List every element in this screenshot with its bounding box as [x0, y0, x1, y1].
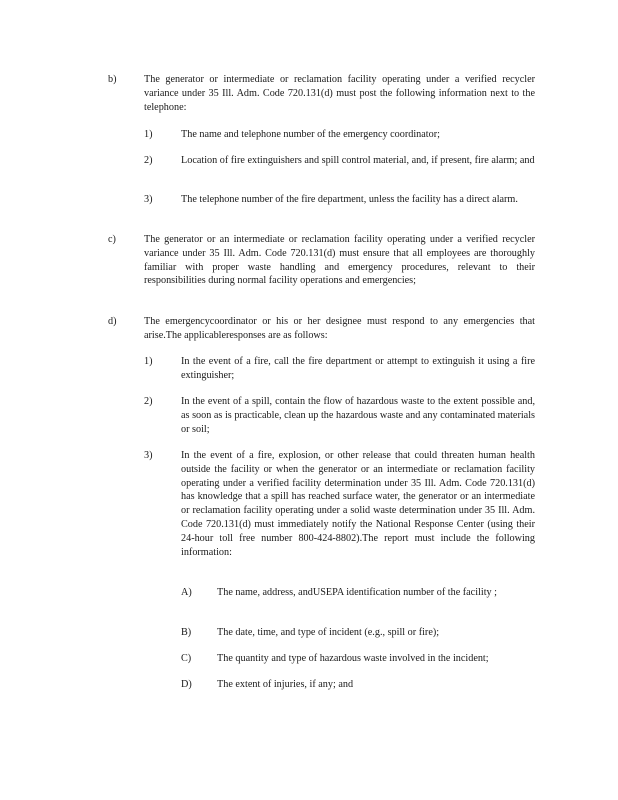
subitem-text: The name and telephone number of the emergency coordinator; — [181, 129, 440, 140]
item-text: The generator or an intermediate or reclamation facility operating under a verified recycler variance under 35 Ill. Adm. Code 720.131(d) must ensure that all employees are thoroughly familiar with proper waste handling and emergency procedures, relevant to their responsibilities during normal facility operations and emergencies; — [144, 234, 535, 287]
subitem-label: 2) — [144, 396, 153, 407]
subsubitem-label: D) — [181, 679, 192, 690]
subsubitem-label: B) — [181, 627, 192, 638]
subitem-label: 1) — [144, 129, 153, 140]
subitem-label: 3) — [144, 450, 153, 461]
item-text: The emergencycoordinator or his or her designee must respond to any emergencies that arise.The applicableresponses are as follows: — [144, 316, 535, 341]
subsubitem-text: The name, address, andUSEPA identification number of the facility ; — [217, 587, 497, 598]
subsubitem-text: The extent of injuries, if any; and — [217, 679, 354, 690]
subitem-text: Location of fire extinguishers and spill control material, and, if present, fire alarm; and — [181, 155, 535, 166]
subsubitem-label: A) — [181, 587, 192, 598]
subsubitem-text: The quantity and type of hazardous waste involved in the incident; — [217, 653, 489, 664]
item-label: d) — [108, 316, 117, 327]
subitem-text: In the event of a fire, explosion, or other release that could threaten human health outside the facility or when the generator or an intermediate or reclamation facility operating under a verified facility determination under 35 Ill. Adm. Code 720.131(d) has knowledge that a spill has reached surface water, the generator or an intermediate or reclamation facility operating under a solid waste determination under 35 Ill. Adm. Code 720.131(d) must immediately notify the National Response Center (using their 24-hour toll free number 800-424-8802).The report must include the following information: — [181, 450, 535, 558]
subsubitem-text: The date, time, and type of incident (e.g., spill or fire); — [217, 627, 440, 638]
subitem-label: 1) — [144, 356, 153, 367]
subitem-text: The telephone number of the fire department, unless the facility has a direct alarm. — [181, 194, 518, 205]
item-label: b) — [108, 74, 117, 85]
subsubitem-label: C) — [181, 653, 192, 664]
item-label: c) — [108, 234, 116, 245]
subitem-label: 3) — [144, 194, 153, 205]
subitem-text: In the event of a spill, contain the flow of hazardous waste to the extent possible and, as soon as is practicable, clean up the hazardous waste and any contaminated materials or soil; — [181, 396, 535, 435]
subitem-label: 2) — [144, 155, 153, 166]
subitem-text: In the event of a fire, call the fire department or attempt to extinguish it using a fire extinguisher; — [181, 356, 535, 381]
item-text: The generator or intermediate or reclamation facility operating under a verified recycler variance under 35 Ill. Adm. Code 720.131(d) must post the following information next to the telephone: — [144, 74, 535, 113]
